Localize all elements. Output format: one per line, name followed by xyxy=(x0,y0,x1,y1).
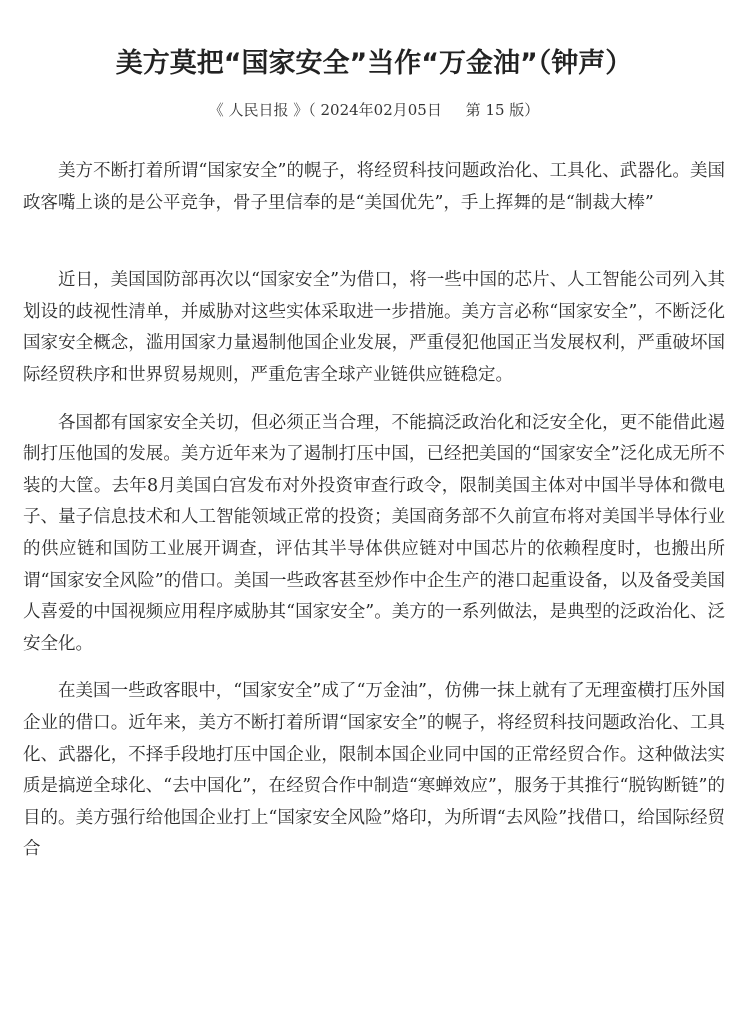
article-title: 美方莫把“国家安全”当作“万金油”（钟声） xyxy=(115,48,633,80)
paragraph-spacer xyxy=(23,219,725,265)
article-body xyxy=(23,156,725,866)
article-paragraph: 各国都有国家安全关切，但必须正当合理，不能搞泛政治化和泛安全化，更不能借此遏制打压他国的发展。美方近年来为了遏制打压中国，已经把美国的“国家安全”泛化成无所不装的大筐。去年8月美国白宫发布对外投资审查行政令，限制美国主体对中国半导体和微电子、量子信息技术和人工智能领域正常的投资；美国商务部不久前宣布将对美国半导体行业的供应链和国防工业展开调查，评估其半导体供应链对中国芯片的依赖程度时，也搬出所谓“国家安全风险”的借口。美国一些政客甚至炒作中企生产的港口起重设备，以及备受美国人喜爱的中国视频应用程序威胁其“国家安全”。美方的一系列做法，是典型的泛政治化、泛安全化。 xyxy=(23,412,725,654)
article-paragraph: 美方不断打着所谓“国家安全”的幌子，将经贸科技问题政治化、工具化、武器化。美国政客嘴上谈的是公平竞争，骨子里信奉的是“美国优先”，手上挥舞的是“制裁大棒” xyxy=(23,161,725,213)
article-paragraph: 近日，美国国防部再次以“国家安全”为借口，将一些中国的芯片、人工智能公司列入其划设的歧视性清单，并威胁对这些实体采取进一步措施。美方言必称“国家安全”，不断泛化国家安全概念，滥用国家力量遏制他国企业发展，严重侵犯他国正当发展权利，严重破坏国际经贸秩序和世界贸易规则，严重危害全球产业链供应链稳定。 xyxy=(23,270,725,385)
article-paragraph: 在美国一些政客眼中，“国家安全”成了“万金油”，仿佛一抹上就有了无理蛮横打压外国企业的借口。近年来，美方不断打着所谓“国家安全”的幌子，将经贸科技问题政治化、工具化、武器化，不择手段地打压中国企业，限制本国企业同中国的正常经贸合作。这种做法实质是搞逆全球化、“去中国化”，在经贸合作中制造“寒蝉效应”，服务于其推行“脱钩断链”的目的。美方强行给他国企业打上“国家安全风险”烙印，为所谓“去风险”找借口，给国际经贸合 xyxy=(23,681,725,860)
article-source-line: 《 人民日报 》（ 2024年02月05日 第 15 版） xyxy=(208,101,540,119)
paragraph-spacer xyxy=(23,660,725,676)
paragraph-spacer xyxy=(23,392,725,408)
